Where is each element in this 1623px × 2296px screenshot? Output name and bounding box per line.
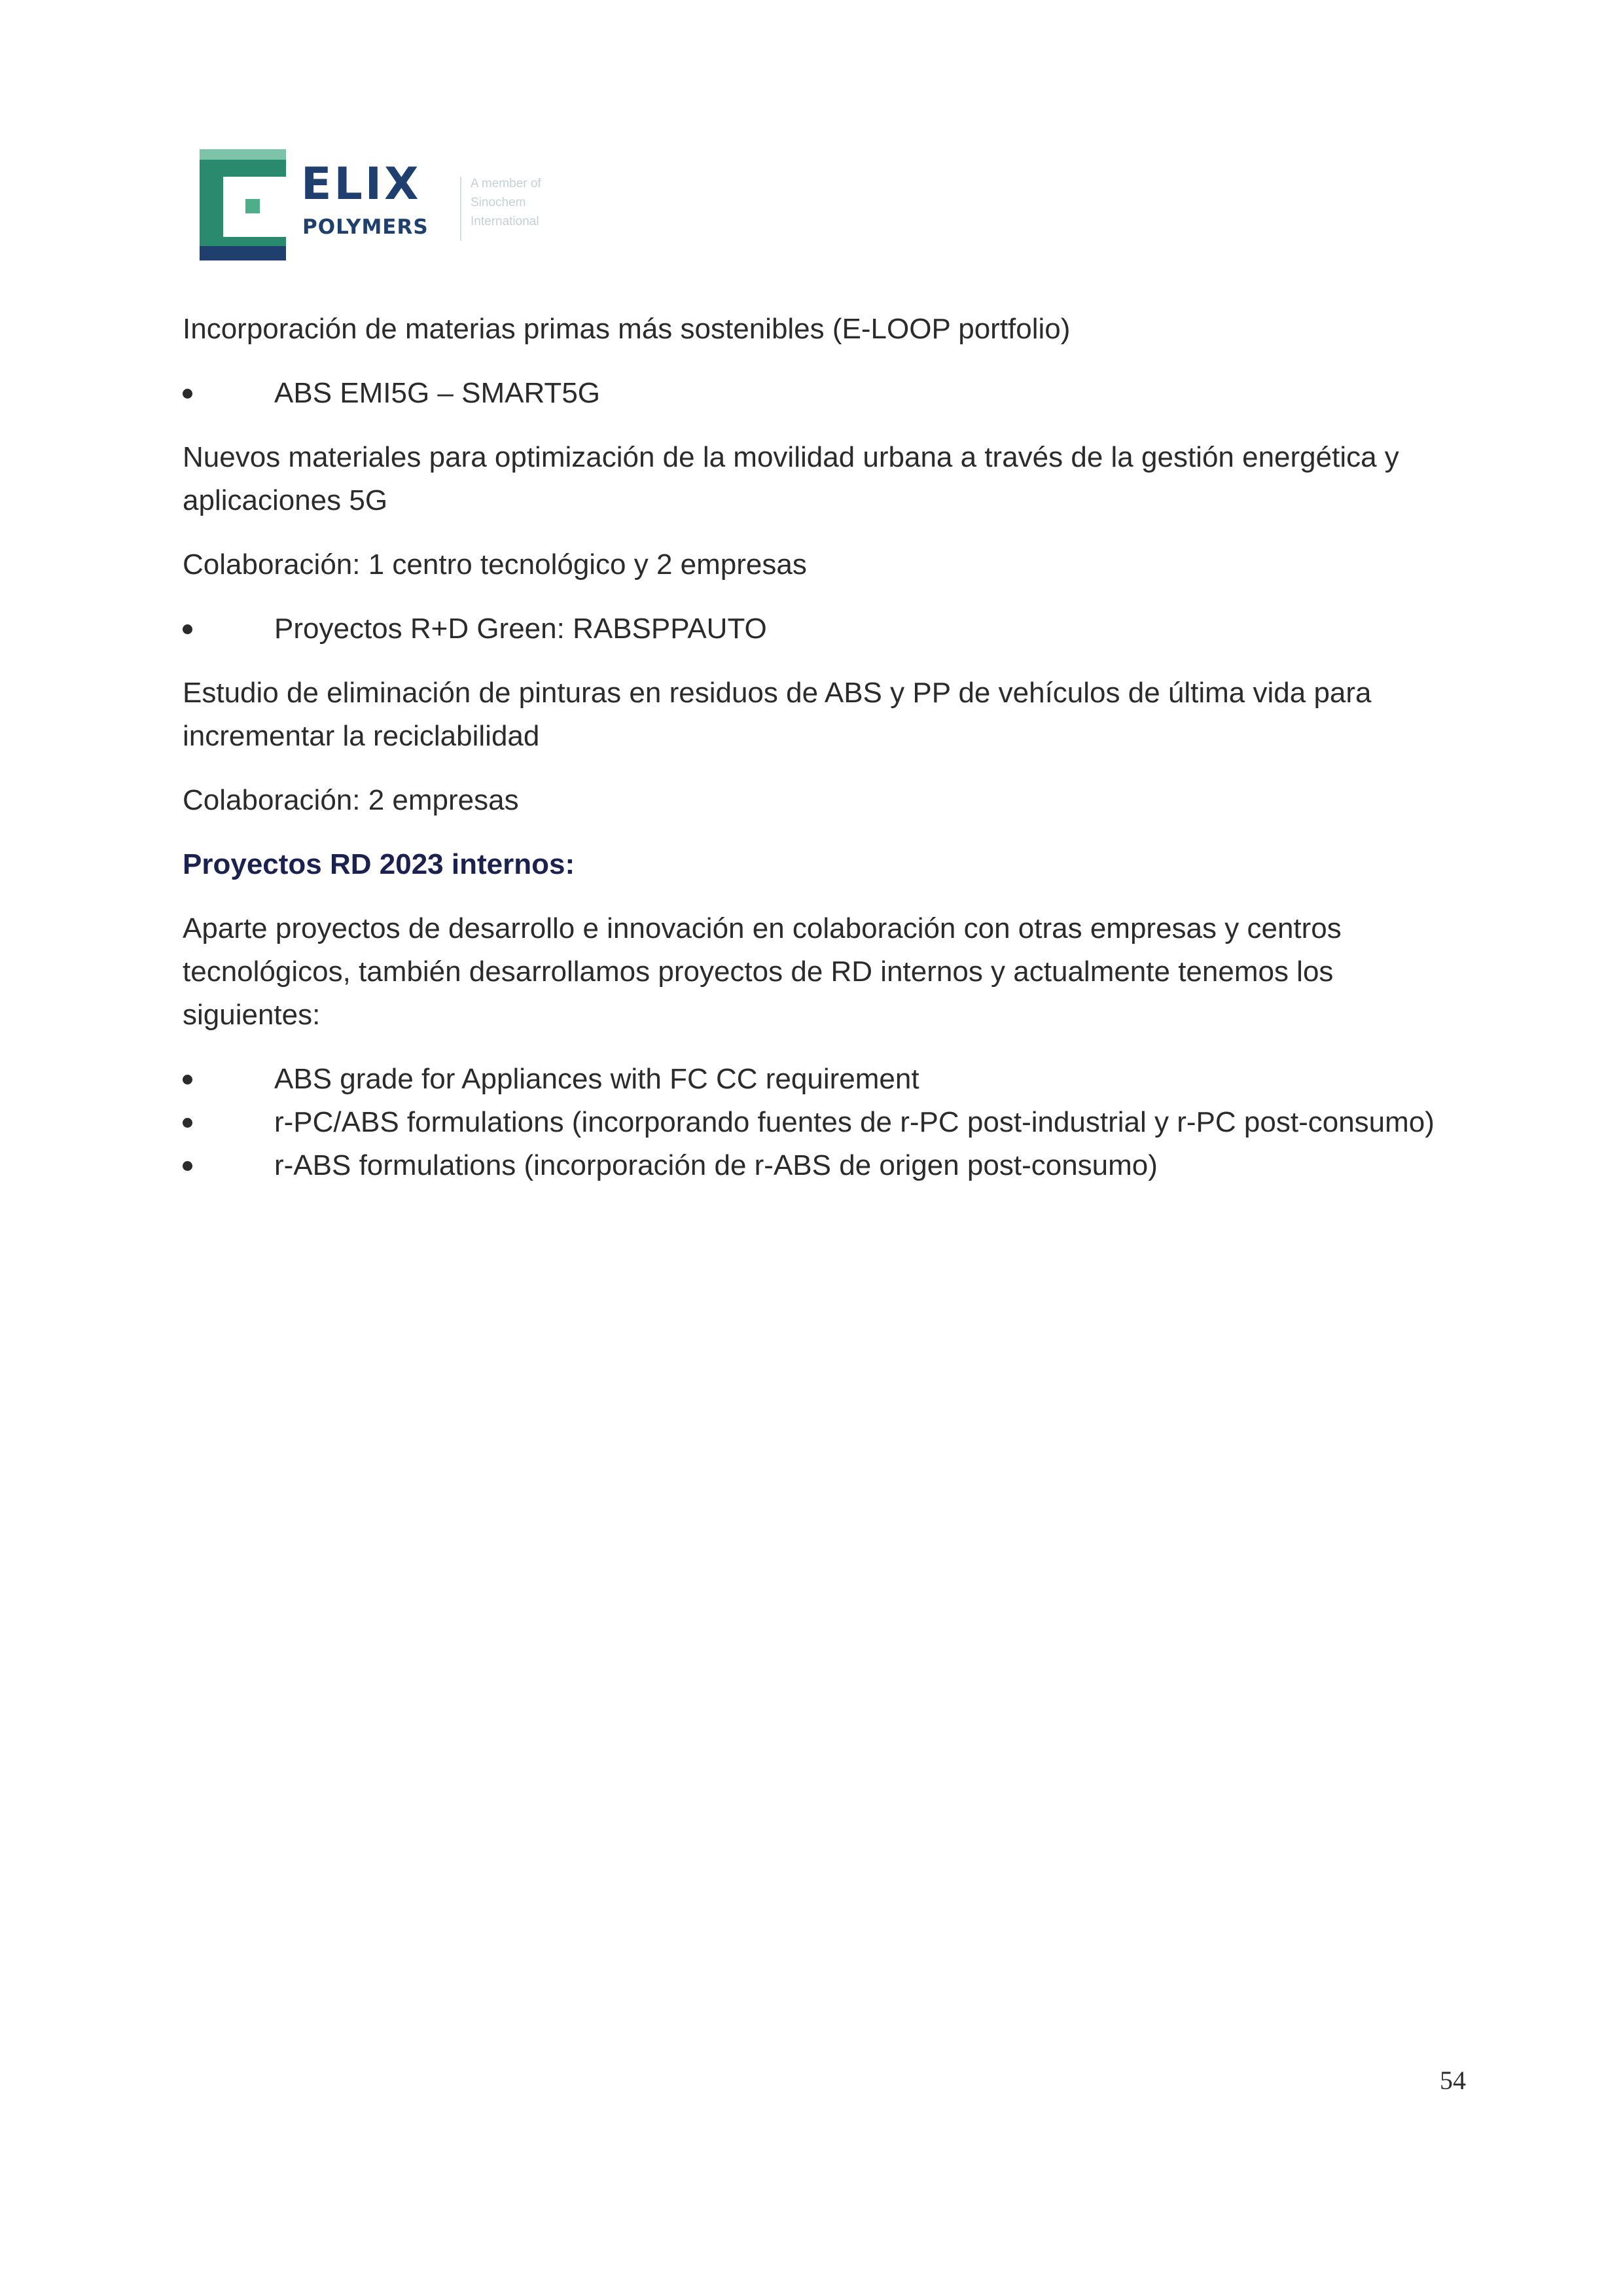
paragraph-materials: Incorporación de materias primas más sostenibles (E-LOOP portfolio) (183, 313, 1071, 345)
bullet-icon (183, 1118, 192, 1128)
logo-member-line: A member of (471, 177, 541, 190)
bullet-list-emi5g (183, 372, 1465, 415)
list-item (183, 1058, 1465, 1101)
paragraph-collaboration-2: Colaboración: 2 empresas (183, 784, 519, 816)
list-item-text: ABS grade for Appliances with FC CC requirement (274, 1063, 919, 1095)
bullet-icon (183, 389, 192, 399)
document-body (183, 308, 1465, 1187)
page-number: 54 (1440, 2066, 1466, 2095)
paragraph-internal-projects: Aparte proyectos de desarrollo e innovación en colaboración con otras empresas y centros tecnológicos, también desarrollamos proyectos de RD internos y actualmente tenemos los siguientes: (183, 912, 1342, 1031)
list-item (183, 372, 1465, 415)
paragraph-paint-study: Estudio de eliminación de pinturas en residuos de ABS y PP de vehículos de última vida para incrementar la reciclabilidad (183, 677, 1372, 752)
paragraph-mobility: Nuevos materiales para optimización de la movilidad urbana a través de la gestión energética y aplicaciones 5G (183, 441, 1399, 516)
logo-divider (460, 177, 461, 241)
logo-member-line: International (471, 215, 539, 228)
list-item (183, 1101, 1465, 1144)
list-item-text: ABS EMI5G – SMART5G (274, 377, 601, 409)
bullet-list-green (183, 607, 1465, 651)
section-heading: Proyectos RD 2023 internos: (183, 848, 575, 880)
list-item-text: r-PC/ABS formulations (incorporando fuentes de r-PC post-industrial y r-PC post-consumo) (274, 1106, 1435, 1138)
list-item-text: r-ABS formulations (incorporación de r-ABS de origen post-consumo) (274, 1149, 1158, 1181)
logo-member-text (471, 174, 541, 231)
company-logo (200, 149, 605, 262)
list-item (183, 1144, 1465, 1187)
bullet-icon (183, 1075, 192, 1085)
logo-sub-text: POLYMERS (302, 215, 429, 239)
paragraph-collaboration-1: Colaboración: 1 centro tecnológico y 2 empresas (183, 548, 807, 581)
logo-mark-icon (200, 149, 286, 260)
logo-member-line: Sinochem (471, 196, 526, 209)
list-item-text: Proyectos R+D Green: RABSPPAUTO (274, 613, 767, 645)
bullet-icon (183, 1161, 192, 1171)
list-item (183, 607, 1465, 651)
bullet-icon (183, 624, 192, 634)
bullet-list-internal (183, 1058, 1465, 1187)
logo-brand-text: ELIX (301, 158, 421, 210)
